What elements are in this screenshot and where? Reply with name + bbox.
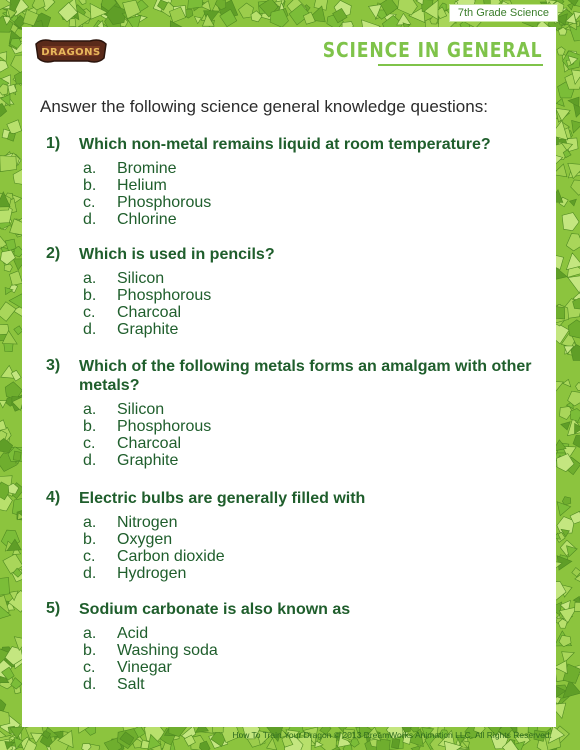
grade-tag: 7th Grade Science [449,4,558,22]
option-text: Charcoal [117,304,182,321]
option-text: Chlorine [117,211,177,228]
option-text: Silicon [117,270,165,287]
answer-options [83,160,546,228]
answer-option [83,304,546,321]
answer-option [83,287,546,304]
option-text: Silicon [117,401,165,418]
logo-text: DRAGONS [41,47,101,58]
instructions-text: Answer the following science general knowledge questions: [40,97,488,116]
option-text: Charcoal [117,435,182,452]
option-letter: a. [83,270,97,287]
option-letter: b. [83,177,97,194]
worksheet-title: SCIENCE IN GENERAL [322,38,542,62]
option-letter: d. [83,452,97,469]
question-number: 3) [46,357,61,374]
answer-option [83,565,546,582]
answer-option [83,548,546,565]
answer-options [83,514,546,582]
answer-options [83,401,546,469]
option-text: Carbon dioxide [117,548,225,565]
answer-option [83,211,546,228]
option-text: Phosphorous [117,287,212,304]
answer-option [83,659,546,676]
question-1 [46,135,546,228]
question-text: Which of the following metals forms an amalgam with other metals? [79,358,532,394]
answer-option [83,435,546,452]
question-text: Which non-metal remains liquid at room temperature? [79,136,491,153]
answer-option [83,452,546,469]
option-letter: c. [83,659,96,676]
question-3 [46,357,546,469]
question-text: Which is used in pencils? [79,246,275,263]
option-letter: a. [83,401,97,418]
answer-option [83,401,546,418]
question-2 [46,245,546,338]
option-text: Graphite [117,321,179,338]
option-letter: a. [83,514,97,531]
option-text: Oxygen [117,531,173,548]
question-header [46,489,546,508]
title-underline [378,64,543,66]
question-5 [46,600,546,693]
question-header [46,135,546,154]
option-letter: c. [83,304,96,321]
question-number: 1) [46,135,61,152]
option-letter: a. [83,160,97,177]
option-text: Phosphorous [117,418,212,435]
answer-option [83,160,546,177]
answer-option [83,418,546,435]
answer-option [83,321,546,338]
option-letter: b. [83,531,97,548]
option-text: Bromine [117,160,177,177]
answer-option [83,642,546,659]
answer-option [83,531,546,548]
option-letter: b. [83,287,97,304]
option-text: Phosphorous [117,194,212,211]
option-letter: b. [83,418,97,435]
question-header [46,600,546,619]
option-letter: d. [83,676,97,693]
copyright-footer: How To Train Your Dragon © 2013 DreamWorks Animation LLC. All Rights Reserved. [232,730,552,740]
answer-option [83,194,546,211]
option-letter: d. [83,211,97,228]
option-letter: d. [83,321,97,338]
answer-option [83,270,546,287]
answer-option [83,514,546,531]
option-text: Hydrogen [117,565,187,582]
question-text: Electric bulbs are generally filled with [79,490,366,507]
option-text: Acid [117,625,149,642]
question-number: 2) [46,245,61,262]
answer-option [83,625,546,642]
option-letter: d. [83,565,97,582]
option-letter: c. [83,194,96,211]
dragons-logo [32,36,110,66]
option-letter: b. [83,642,97,659]
option-letter: c. [83,435,96,452]
question-number: 4) [46,489,61,506]
option-letter: c. [83,548,96,565]
option-letter: a. [83,625,97,642]
answer-option [83,676,546,693]
option-text: Helium [117,177,167,194]
answer-options [83,625,546,693]
answer-options [83,270,546,338]
question-header [46,357,546,395]
question-number: 5) [46,600,61,617]
option-text: Vinegar [117,659,172,676]
option-text: Graphite [117,452,179,469]
question-4 [46,489,546,582]
answer-option [83,177,546,194]
question-text: Sodium carbonate is also known as [79,601,351,618]
option-text: Salt [117,676,145,693]
option-text: Nitrogen [117,514,178,531]
question-header [46,245,546,264]
option-text: Washing soda [117,642,218,659]
